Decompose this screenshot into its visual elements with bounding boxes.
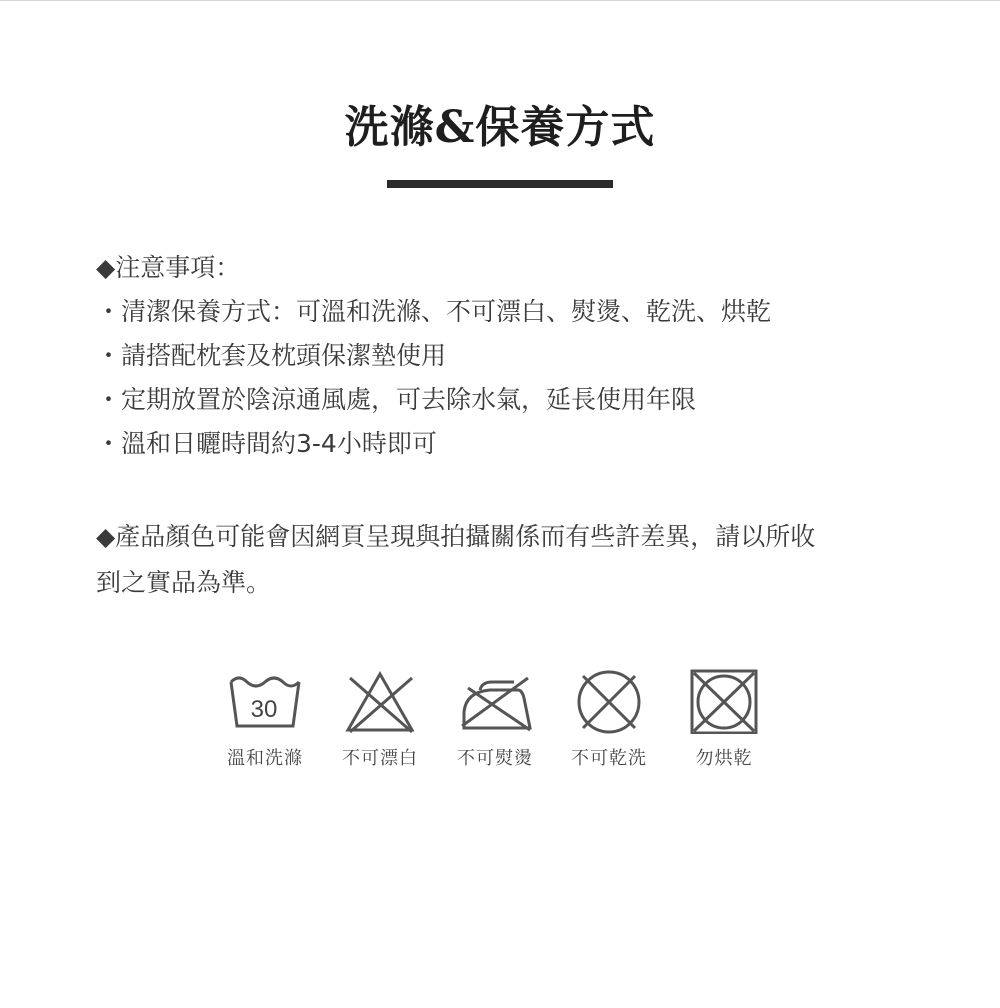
care-symbol-no-iron bbox=[440, 668, 550, 770]
no-bleach-icon bbox=[342, 668, 418, 734]
gentle-wash-30-icon bbox=[228, 668, 302, 734]
note-item: ・溫和日曬時間約3-4小時即可 bbox=[96, 429, 437, 458]
care-label: 不可乾洗 bbox=[571, 748, 647, 769]
care-symbol-no-dry-clean bbox=[554, 668, 664, 770]
care-label: 勿烘乾 bbox=[695, 748, 753, 769]
page-title: 洗滌&保養方式 bbox=[344, 102, 656, 153]
care-notes bbox=[96, 246, 936, 466]
disclaimer-line: ◆產品顏色可能會因網頁呈現與拍攝關係而有些許差異，請以所收 bbox=[96, 522, 816, 551]
care-symbol-gentle-wash bbox=[210, 668, 320, 770]
note-item: ・清潔保養方式：可溫和洗滌、不可漂白、熨燙、乾洗、烘乾 bbox=[96, 297, 772, 326]
color-disclaimer bbox=[96, 514, 926, 606]
care-label: 不可熨燙 bbox=[457, 748, 533, 769]
top-divider bbox=[0, 0, 1000, 1]
care-label: 溫和洗滌 bbox=[227, 748, 303, 769]
note-item: ・請搭配枕套及枕頭保潔墊使用 bbox=[96, 341, 447, 370]
no-tumble-dry-icon bbox=[689, 668, 759, 734]
notes-heading: ◆注意事項： bbox=[96, 253, 241, 282]
no-iron-icon bbox=[456, 668, 534, 734]
title-underline bbox=[387, 180, 613, 188]
care-label: 不可漂白 bbox=[342, 748, 418, 769]
care-symbol-no-bleach bbox=[325, 668, 435, 770]
wash-temperature: 30 bbox=[250, 696, 278, 723]
care-symbol-no-tumble-dry bbox=[669, 668, 779, 770]
note-item: ・定期放置於陰涼通風處，可去除水氣，延長使用年限 bbox=[96, 385, 697, 414]
no-dry-clean-icon bbox=[574, 668, 644, 734]
disclaimer-line: 到之實品為準。 bbox=[96, 568, 272, 597]
care-symbols-row bbox=[0, 668, 1000, 788]
